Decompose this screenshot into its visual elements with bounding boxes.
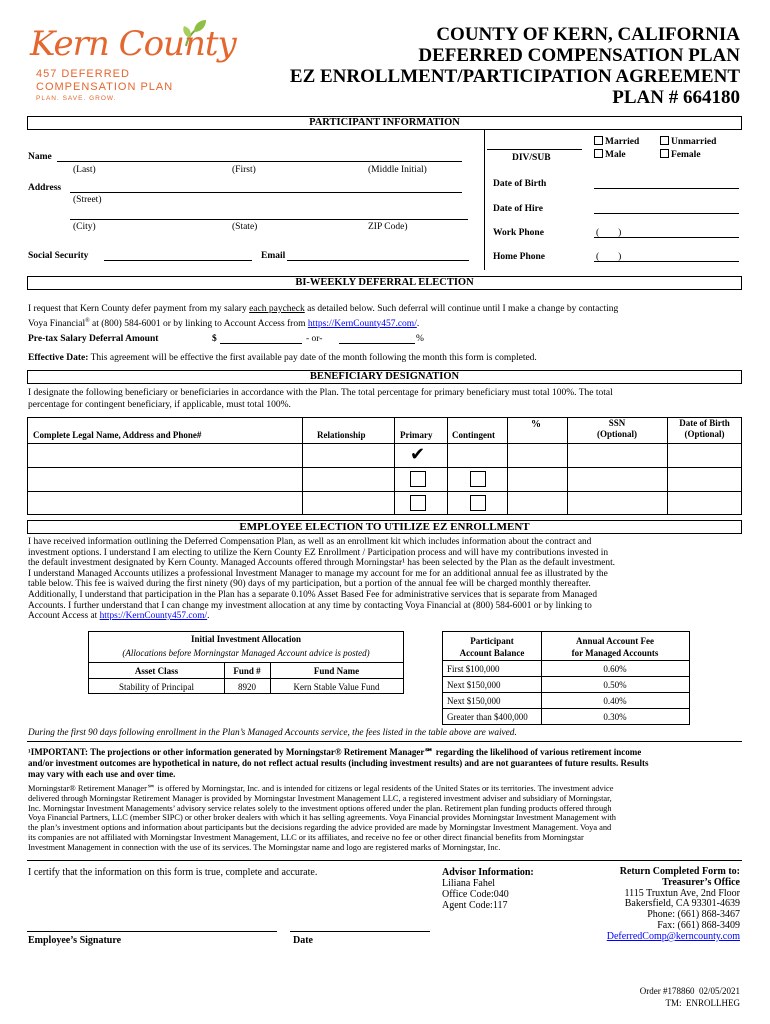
kerncounty-link[interactable]: https://KernCounty457.com/ (307, 318, 417, 329)
state-caption: (State) (232, 222, 258, 232)
female-checkbox[interactable] (660, 149, 669, 158)
alloc-title: Initial Investment Allocation (190, 634, 301, 644)
logo-brand: Kern County (30, 24, 236, 64)
divsub-field[interactable] (487, 149, 582, 150)
deferral-header: BI-WEEKLY DEFERRAL ELECTION (27, 276, 742, 290)
percent-sign: % (416, 334, 424, 344)
ez-line: I have received information outlining the Deferred Compensation Plan, as well as an enrollment kit which includes information about the contract and (28, 537, 592, 547)
fee-row-2-fee: 0.50% (603, 680, 627, 690)
work-phone-field[interactable] (594, 237, 739, 238)
col-contingent: Contingent (452, 430, 496, 440)
important-line-1: ¹IMPORTANT: The projections or other information generated by Morningstar® Retirement Manager℠ regarding the likelihood of various retirement income (28, 747, 642, 757)
title-line-3: EZ ENROLLMENT/PARTICIPATION AGREEMENT (289, 66, 740, 87)
advisor-office: Office Code:040 (442, 889, 509, 900)
col-ssn-2: (Optional) (596, 429, 637, 439)
fee-table (442, 631, 690, 725)
important-line-3: may vary with each use and over time. (28, 769, 176, 779)
ez-line: I understand Managed Accounts utilizes a professional Investment Manager to manage my account for me for an additional annual fee as illustrated by the (28, 568, 608, 579)
advisor-name: Liliana Fahel (442, 878, 496, 889)
disclosure-line: Voya Financial Partners, LLC (member SIPC) or other broker dealers with which it has selling agreements. Voya Financial provides Morningstar Investment Management with (28, 813, 616, 823)
beneficiary-text (28, 388, 613, 411)
primary-checkbox-2[interactable] (410, 471, 426, 487)
home-phone-paren: ( ) (596, 252, 622, 262)
disclosure-line: Investment Management in connection with the use of its services. The Morningstar name and logo are registered marks of Morningstar, Inc. (28, 842, 501, 852)
fee-header (541, 635, 689, 659)
col-relationship: Relationship (317, 430, 366, 440)
male-label: Male (605, 150, 626, 160)
advisor-title: Advisor Information: (442, 867, 534, 878)
email-label: Email (261, 251, 286, 261)
fund-no-header: Fund # (233, 666, 261, 676)
unmarried-checkbox[interactable] (660, 136, 669, 145)
divsub-label: DIV/SUB (512, 153, 551, 163)
contingent-checkbox-3[interactable] (470, 495, 486, 511)
kern-county-logo (30, 18, 236, 106)
advisor-info (442, 867, 534, 911)
col-dob (667, 418, 742, 440)
fund-name-value: Kern Stable Value Fund (293, 682, 380, 692)
footer (640, 985, 740, 1009)
return-phone: Phone: (661) 868-3467 (647, 909, 740, 921)
beneficiary-text-1: I designate the following beneficiary or beneficiaries in accordance with the Plan. The total percentage for primary beneficiary must total 100%. The total (28, 388, 613, 398)
tm-code: TM: ENROLLHEG (665, 998, 740, 1008)
doh-field[interactable] (594, 213, 739, 214)
deferral-text-1b: as detailed below. Such deferral will continue until I make a change by contacting (304, 304, 619, 314)
return-email-link[interactable]: DeferredComp@kerncounty.com (606, 930, 740, 942)
street-field[interactable] (70, 192, 462, 193)
waiver-note: During the first 90 days following enrollment in the Plan’s Managed Accounts service, the fees listed in the table above are waived. (28, 728, 517, 738)
important-line-2: and/or investment outcomes are hypothetical in nature, do not reflect actual results (including investment results) and are not guarantees of future results. Results (28, 758, 649, 768)
fee-row-4-fee: 0.30% (603, 712, 627, 722)
logo-line2: COMPENSATION PLAN (36, 81, 174, 93)
unmarried-option[interactable] (660, 136, 716, 147)
effective-label: Effective Date: (28, 353, 89, 363)
ez-line: Additionally, I understand that participation in the Plan has a separate 0.10% Asset Based Fee for administrative services that is separate from Managed (28, 589, 598, 600)
female-option[interactable] (660, 149, 701, 160)
beneficiary-header: BENEFICIARY DESIGNATION (27, 370, 742, 384)
fee-row-1-fee: 0.60% (603, 664, 627, 674)
name-field[interactable] (57, 161, 462, 162)
participant-info-header: PARTICIPANT INFORMATION (27, 116, 742, 130)
form-title (290, 24, 740, 108)
percent-amount-field[interactable] (339, 343, 415, 344)
work-phone-paren: ( ) (596, 228, 622, 238)
logo-tagline: PLAN. SAVE. GROW. (36, 95, 117, 102)
married-label: Married (605, 137, 640, 147)
male-checkbox[interactable] (594, 149, 603, 158)
fee-row-3-fee: 0.40% (603, 696, 627, 706)
order-number: Order #178860 02/05/2021 (639, 986, 740, 996)
col-dob-2: (Optional) (684, 429, 725, 439)
ez-line: the default investment designated by Kern County. Managed Accounts offered through Morningstar¹ has been selected by the Plan as the default investment. (28, 558, 616, 569)
contingent-checkbox-2[interactable] (470, 471, 486, 487)
signature-label: Employee’s Signature (28, 935, 122, 946)
married-option[interactable] (594, 136, 639, 147)
primary-checkbox-3[interactable] (410, 495, 426, 511)
male-option[interactable] (594, 149, 626, 160)
address-label: Address (28, 183, 62, 193)
section-divider-2 (27, 860, 742, 861)
allocation-table (88, 631, 404, 694)
last-caption: (Last) (73, 165, 96, 175)
title-line-4: PLAN # 664180 (612, 87, 740, 108)
fee-row-4-balance: Greater than $400,000 (447, 712, 528, 722)
asset-class-value: Stability of Principal (119, 682, 194, 692)
email-field[interactable] (287, 260, 469, 261)
beneficiary-text-2: percentage for contingent beneficiary, if applicable, must total 100%. (28, 399, 291, 410)
certify-text: I certify that the information on this form is true, complete and accurate. (28, 867, 318, 878)
female-label: Female (671, 150, 701, 160)
dob-field[interactable] (594, 188, 739, 189)
return-org: Treasurer’s Office (662, 876, 740, 888)
section-divider (27, 741, 742, 742)
fund-no-value: 8920 (238, 682, 256, 692)
voya-name: Voya Financial (28, 318, 86, 329)
ez-line-last: Account Access at (28, 611, 100, 622)
first-caption: (First) (232, 165, 256, 175)
ez-line: table below. This fee is waived during the first ninety (90) days of my participation, but a portion of the annual fee will be charged monthly thereafter. (28, 579, 591, 590)
date-label: Date (293, 935, 313, 946)
city-caption: (City) (73, 222, 96, 232)
checkmark-icon: ✔ (410, 444, 426, 465)
home-phone-label: Home Phone (493, 252, 545, 262)
col-percent: % (531, 419, 541, 430)
ssn-label: Social Security (28, 251, 89, 261)
effective-text: This agreement will be effective the first available pay date of the month following the month this form is completed. (88, 353, 537, 363)
return-address (607, 867, 740, 943)
fee-header-1: Annual Account Fee (575, 636, 654, 646)
disclosure-line: delivered through Morningstar Retirement Manager is provided by Morningstar Investment Management LLC, a registered investment adviser and subsidiary of Morningstar, (28, 793, 612, 803)
fee-header-2: for Managed Accounts (571, 648, 659, 658)
ssn-field[interactable] (104, 260, 252, 261)
fee-row-3-balance: Next $150,000 (447, 696, 501, 706)
ez-header: EMPLOYEE ELECTION TO UTILIZE EZ ENROLLMENT (27, 520, 742, 534)
return-title: Return Completed Form to: (619, 866, 740, 877)
dollar-amount-field[interactable] (220, 343, 302, 344)
zip-caption: ZIP Code) (368, 222, 408, 232)
middle-caption: (Middle Initial) (368, 165, 427, 175)
dob-label: Date of Birth (493, 179, 547, 189)
balance-header (443, 635, 541, 659)
balance-header-1: Participant (470, 636, 514, 646)
signature-field[interactable] (27, 931, 277, 932)
pretax-label: Pre-tax Salary Deferral Amount (28, 334, 159, 344)
ez-text: I have received information outlining the Deferred Compensation Plan, as well as an enrollment kit which includes information about the contract and investment options. I understand I am electing to utilize the Kern County EZ Enrollment / Participation process and will have my contributions invested in the default investment designated by Kern County. Managed Accounts offered through Morningstar¹ has been selected by the Plan as the default investment. I understand Managed Accounts utilizes a professional Investment Manager to manage my account for me for an additional annual fee as illustrated by the table below. This fee is waived during the first ninety (90) days of my participation, but a portion of the annual fee will be charged monthly thereafter. Additionally, I understand that participation in the Plan has a separate 0.10% Asset Based Fee for administrative services that is separate from Managed Accounts. I further understand that I can change my investment allocation at any time by contacting Voya Financial at (800) 584-6001 or by linking to Account Access at https://KernCounty457.com/. (28, 537, 616, 622)
return-addr1: 1115 Truxtun Ave, 2nd Floor (624, 887, 740, 899)
beneficiary-table (27, 417, 742, 515)
return-addr2: Bakersfield, CA 93301-4639 (624, 898, 740, 910)
col-ssn-1: SSN (608, 418, 626, 428)
col-name: Complete Legal Name, Address and Phone# (33, 430, 202, 440)
col-dob-1: Date of Birth (679, 418, 730, 428)
fee-row-2-balance: Next $150,000 (447, 680, 501, 690)
work-phone-label: Work Phone (493, 228, 544, 238)
disclosure-line: Inc. Morningstar Investment Managements’ advisory service relates solely to the investment options offered under the plan. Retirement plan funding products offered through (28, 803, 612, 813)
unmarried-label: Unmarried (671, 137, 717, 147)
city-state-zip-field[interactable] (70, 219, 468, 220)
disclosure-line: Morningstar® Retirement Manager℠ is offered by Morningstar, Inc. and is intended for citizens or legal residents of the United States or its territories. The investment advice (28, 784, 614, 793)
title-line-1: COUNTY OF KERN, CALIFORNIA (436, 24, 740, 45)
doh-label: Date of Hire (493, 204, 543, 214)
title-line-2: DEFERRED COMPENSATION PLAN (418, 45, 740, 66)
alloc-subtitle: (Allocations before Morningstar Managed Account advice is posted) (122, 648, 370, 658)
married-checkbox[interactable] (594, 136, 603, 145)
col-ssn (567, 418, 667, 440)
fund-name-header: Fund Name (313, 666, 360, 676)
dollar-sign: $ (212, 334, 217, 344)
deferral-text-2b: at (800) 584-6001 or by linking to Account Access from (89, 318, 308, 329)
date-field[interactable] (290, 931, 430, 932)
primary-checkbox-1[interactable] (410, 444, 426, 465)
participant-right-panel (484, 130, 486, 270)
logo-line1: 457 DEFERRED (36, 68, 130, 80)
name-label: Name (28, 152, 52, 162)
street-caption: (Street) (73, 195, 102, 205)
home-phone-field[interactable] (594, 261, 739, 262)
deferral-text-1a: I request that Kern County defer payment from my salary (28, 304, 250, 314)
balance-header-2: Account Balance (459, 648, 525, 658)
kerncounty-link-2[interactable]: https://KernCounty457.com/ (99, 611, 208, 622)
disclosure-line: its companies are not affiliated with Morningstar Investment Management, LLC or its affiliates, and receive no fee or other direct financial benefits from Morningstar (28, 832, 584, 842)
important-notice (28, 747, 649, 780)
return-fax: Fax: (661) 868-3409 (657, 919, 740, 931)
col-primary: Primary (400, 430, 433, 440)
or-label: - or- (306, 334, 323, 344)
deferral-text: I request that Kern County defer payment from my salary each paycheck as detailed below. Such deferral will continue until I make a change by contacting Voya Financial® at (800) 584-6001 or by linking to Account Access from https://KernCounty457.com/. (28, 304, 619, 329)
advisor-agent: Agent Code:117 (442, 900, 508, 911)
morningstar-disclosure (28, 784, 616, 853)
asset-class-header: Asset Class (134, 666, 179, 676)
ez-line: Accounts. I further understand that I can change my investment allocation at any time by contacting Voya Financial at (800) 584-6001 or by linking to (28, 600, 592, 611)
disclosure-line: the plan’s investment options and information about participants but the decisions regarding the advice provided are made by Morningstar Investment Management. Voya and (28, 823, 612, 833)
fee-row-1-balance: First $100,000 (447, 664, 500, 674)
deferral-text-1u: each paycheck (249, 304, 305, 314)
effective-date (28, 353, 537, 363)
ez-line: investment options. I understand I am electing to utilize the Kern County EZ Enrollment / Participation process and will have my contributions invested in (28, 547, 609, 558)
